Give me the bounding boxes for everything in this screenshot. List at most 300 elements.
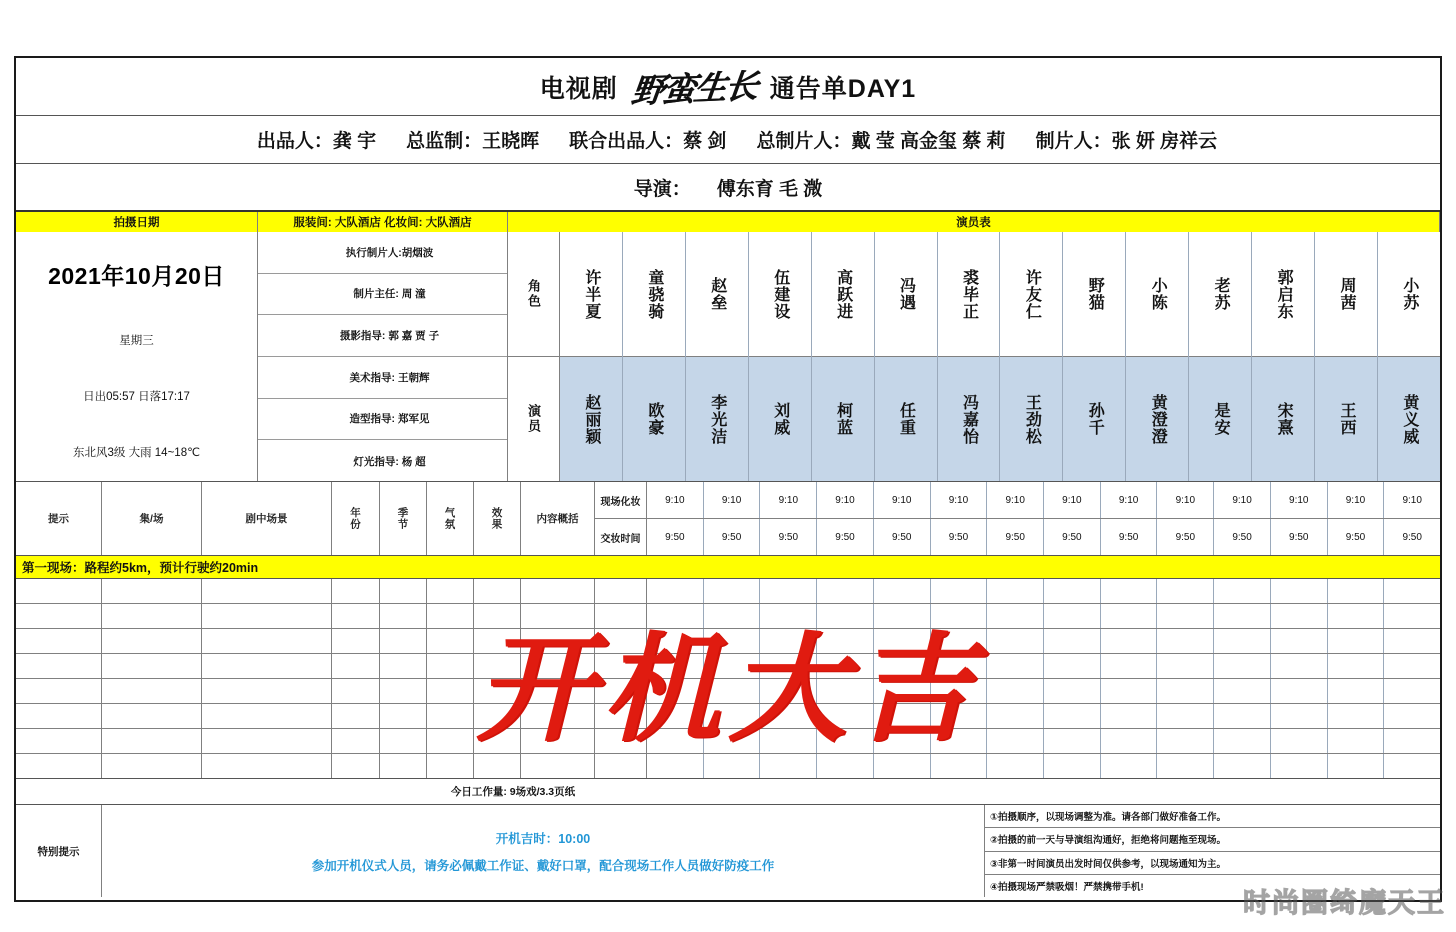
actor-name: 任重: [875, 357, 937, 481]
schedule-cast-cell[interactable]: [931, 629, 988, 653]
schedule-cast-cell[interactable]: [931, 704, 988, 728]
schedule-cell[interactable]: [595, 679, 647, 703]
schedule-cell[interactable]: [427, 654, 474, 678]
schedule-cast-cell[interactable]: [987, 729, 1044, 753]
schedule-cast-cell[interactable]: [817, 679, 874, 703]
schedule-row[interactable]: [16, 629, 1440, 654]
schedule-cast-cell[interactable]: [1214, 629, 1271, 653]
cast-column: [1315, 232, 1378, 481]
schedule-cast-cell[interactable]: [1044, 604, 1101, 628]
schedule-cell[interactable]: [474, 629, 521, 653]
schedule-cast-cell[interactable]: [874, 579, 931, 603]
schedule-cast-cell[interactable]: [1384, 729, 1440, 753]
schedule-cast-cell[interactable]: [874, 629, 931, 653]
schedule-cast-cell[interactable]: [817, 654, 874, 678]
schedule-cell[interactable]: [16, 579, 102, 603]
schedule-cast-cell[interactable]: [1044, 654, 1101, 678]
schedule-cast-cell[interactable]: [987, 754, 1044, 778]
schedule-cell[interactable]: [102, 629, 202, 653]
schedule-cast-cell[interactable]: [1101, 604, 1158, 628]
schedule-cast-cell[interactable]: [1101, 679, 1158, 703]
schedule-cell[interactable]: [16, 679, 102, 703]
schedule-cast-cell[interactable]: [1044, 629, 1101, 653]
cast-column: [1000, 232, 1063, 481]
schedule-cast-cell[interactable]: [704, 654, 761, 678]
schedule-cell[interactable]: [332, 704, 380, 728]
schedule-cell[interactable]: [202, 754, 332, 778]
credit-exec-producers: 总制片人：戴 莹 高金玺 蔡 莉: [756, 131, 1006, 152]
credit-line-producers: 制片人：张 妍 房祥云: [1035, 131, 1218, 152]
role-name: 高跃进: [812, 232, 874, 357]
col-header-set: 剧中场景: [202, 482, 332, 555]
schedule-cell[interactable]: [332, 754, 380, 778]
schedule-cell[interactable]: [202, 579, 332, 603]
schedule-cast-cell[interactable]: [874, 679, 931, 703]
role-name: 郭启东: [1252, 232, 1314, 357]
makeup-time-cell: 9:10: [1328, 482, 1385, 518]
schedule-cast-cell[interactable]: [1214, 654, 1271, 678]
schedule-cast-cell[interactable]: [704, 629, 761, 653]
schedule-cell[interactable]: [427, 629, 474, 653]
schedule-cast-cell[interactable]: [760, 654, 817, 678]
schedule-cast-cell[interactable]: [1271, 604, 1328, 628]
makeup-time-cell: 9:10: [1044, 482, 1101, 518]
makeup-time-cell: 9:10: [760, 482, 817, 518]
credits-line-2: [16, 164, 1440, 212]
schedule-cell[interactable]: [595, 579, 647, 603]
schedule-cell[interactable]: [521, 704, 595, 728]
schedule-cast-cell[interactable]: [760, 679, 817, 703]
schedule-cell[interactable]: [595, 629, 647, 653]
schedule-cell[interactable]: [521, 754, 595, 778]
schedule-cast-cell[interactable]: [760, 704, 817, 728]
schedule-cell[interactable]: [427, 679, 474, 703]
schedule-cast-cell[interactable]: [704, 754, 761, 778]
crew-cinematography: 摄影指导: 郭 嘉 贾 子: [258, 315, 507, 357]
call-sheet: [14, 56, 1442, 902]
cast-table: [508, 232, 1440, 481]
ready-time-cell: 9:50: [817, 519, 874, 555]
director-names: 傅东育 毛 溦: [716, 178, 823, 200]
cast-table-header: 演员表: [508, 212, 1440, 232]
schedule-cast-cells: [595, 729, 1440, 753]
ready-time-cell: 9:50: [1402, 531, 1422, 543]
cast-row-labels: [508, 232, 560, 481]
schedule-cast-cell[interactable]: [931, 604, 988, 628]
schedule-cast-cell[interactable]: [1328, 679, 1385, 703]
schedule-cast-cell[interactable]: [931, 679, 988, 703]
schedule-cast-cell[interactable]: [931, 579, 988, 603]
schedule-cast-cell[interactable]: [1044, 729, 1101, 753]
schedule-cell[interactable]: [474, 604, 521, 628]
makeup-time-cell: 9:10: [987, 482, 1044, 518]
schedule-cell[interactable]: [380, 629, 427, 653]
role-name: 童骁骑: [623, 232, 685, 357]
schedule-cast-cell[interactable]: [874, 604, 931, 628]
schedule-cell[interactable]: [595, 704, 647, 728]
schedule-cast-cell[interactable]: [647, 579, 704, 603]
schedule-cast-cell[interactable]: [1384, 704, 1440, 728]
schedule-cast-cell[interactable]: [1101, 654, 1158, 678]
schedule-cast-cell[interactable]: [817, 754, 874, 778]
makeup-time-cell: 9:10: [1101, 482, 1158, 518]
schedule-row[interactable]: [16, 754, 1440, 778]
schedule-cell[interactable]: [474, 654, 521, 678]
schedule-cast-cell[interactable]: [987, 654, 1044, 678]
schedule-cell[interactable]: [380, 679, 427, 703]
schedule-cast-cells: [595, 704, 1440, 728]
schedule-cast-cell[interactable]: [1214, 679, 1271, 703]
makeup-time-row: [595, 482, 1440, 519]
schedule-cell[interactable]: [332, 654, 380, 678]
schedule-cast-cell[interactable]: [1328, 729, 1385, 753]
schedule-cast-cell[interactable]: [1214, 754, 1271, 778]
schedule-cell[interactable]: [427, 729, 474, 753]
schedule-cell[interactable]: [380, 729, 427, 753]
schedule-cast-cell[interactable]: [1101, 579, 1158, 603]
schedule-cell[interactable]: [202, 729, 332, 753]
schedule-cast-cell[interactable]: [1044, 754, 1101, 778]
actor-name: 刘威: [749, 357, 811, 481]
schedule-cast-cell[interactable]: [874, 654, 931, 678]
schedule-cell[interactable]: [202, 654, 332, 678]
schedule-cell[interactable]: [202, 604, 332, 628]
role-name: 冯遇: [875, 232, 937, 357]
schedule-cast-cell[interactable]: [647, 729, 704, 753]
schedule-cast-cell[interactable]: [647, 679, 704, 703]
director-label: 导演：: [633, 178, 691, 200]
actor-name: 黄澄澄: [1126, 357, 1188, 481]
schedule-cast-cell[interactable]: [874, 704, 931, 728]
schedule-cast-cell[interactable]: [760, 604, 817, 628]
special-notice-label: 特别提示: [16, 805, 102, 897]
schedule-cast-cell[interactable]: [704, 679, 761, 703]
auspicious-start-stamp: 开机大吉: [475, 618, 980, 758]
schedule-row[interactable]: [16, 729, 1440, 754]
schedule-cast-cell[interactable]: [1214, 604, 1271, 628]
ready-time-cell: 9:50: [874, 519, 931, 555]
ready-label: 交妆时间: [595, 519, 647, 555]
crew-gaffer: 灯光指导: 杨 超: [353, 455, 426, 468]
schedule-cast-cell[interactable]: [760, 754, 817, 778]
cast-column: [1126, 232, 1189, 481]
schedule-cast-cell[interactable]: [647, 629, 704, 653]
actor-row-label: 演员: [508, 357, 560, 481]
schedule-cell[interactable]: [474, 704, 521, 728]
schedule-cell[interactable]: [332, 729, 380, 753]
schedule-cast-cell[interactable]: [1157, 754, 1214, 778]
schedule-cell[interactable]: [380, 579, 427, 603]
schedule-cast-cell[interactable]: [1044, 579, 1101, 603]
schedule-cast-cell[interactable]: [1214, 729, 1271, 753]
schedule-cell[interactable]: [521, 579, 595, 603]
schedule-cast-cell[interactable]: [1271, 579, 1328, 603]
col-header-ep-scene: 集/场: [102, 482, 202, 555]
role-name: 周茜: [1315, 232, 1377, 357]
schedule-cast-cell[interactable]: [1101, 704, 1158, 728]
schedule-cast-cell[interactable]: [817, 729, 874, 753]
makeup-time-cell: 9:10: [817, 482, 874, 518]
makeup-time-cell: 9:10: [1402, 494, 1422, 506]
actor-name: 王劲松: [1000, 357, 1062, 481]
schedule-grid-rows: [16, 579, 1440, 778]
footer-notes: [16, 805, 1440, 897]
col-header-synopsis: 内容概括: [521, 482, 595, 555]
schedule-cast-cell[interactable]: [1157, 654, 1214, 678]
shoot-date-header: 拍摄日期: [16, 212, 258, 232]
schedule-cast-cell[interactable]: [987, 579, 1044, 603]
schedule-cast-cell[interactable]: [931, 729, 988, 753]
sunrise-sunset: 日出05:57 日落17:17: [83, 391, 190, 403]
title-prefix: 电视剧: [539, 74, 618, 103]
cast-column: [1189, 232, 1252, 481]
schedule-cast-cell[interactable]: [1157, 629, 1214, 653]
schedule-cast-cell[interactable]: [1328, 654, 1385, 678]
schedule-cast-cell[interactable]: [704, 704, 761, 728]
schedule-cell[interactable]: [474, 679, 521, 703]
ready-time-cell: 9:50: [1044, 519, 1101, 555]
schedule-cell[interactable]: [16, 704, 102, 728]
section-header-bar: [16, 212, 1440, 232]
schedule-cast-cell[interactable]: [1328, 704, 1385, 728]
schedule-cast-cell[interactable]: [760, 629, 817, 653]
schedule-cell[interactable]: [16, 729, 102, 753]
special-notice-content: [102, 805, 985, 897]
cast-column: [1063, 232, 1126, 481]
actor-name: 黄义威: [1378, 357, 1440, 481]
schedule-cast-cell[interactable]: [1328, 754, 1385, 778]
rule-item-1: ①拍摄顺序，以现场调整为准。请各部门做好准备工作。: [985, 805, 1440, 828]
actor-name: 李光洁: [686, 357, 748, 481]
schedule-cast-cell[interactable]: [1044, 704, 1101, 728]
makeup-time-cell: 9:10: [1214, 482, 1271, 518]
schedule-cast-cell[interactable]: [647, 754, 704, 778]
schedule-header-row: [16, 482, 1440, 556]
schedule-cell[interactable]: [521, 654, 595, 678]
ready-time-cell: 9:50: [760, 519, 817, 555]
schedule-cast-cell[interactable]: [1384, 604, 1440, 628]
crew-exec-producer: 执行制片人:胡烟波: [258, 232, 507, 274]
rule-item-2: ②拍摄的前一天与导演组沟通好，拒绝将问题拖至现场。: [985, 828, 1440, 851]
show-name-calligraphy: 野蛮生长: [628, 66, 759, 111]
schedule-cell[interactable]: [102, 679, 202, 703]
schedule-cast-cell[interactable]: [704, 604, 761, 628]
schedule-cast-cell[interactable]: [1384, 654, 1440, 678]
schedule-cell[interactable]: [16, 654, 102, 678]
schedule-cast-cell[interactable]: [1157, 679, 1214, 703]
schedule-cast-cell[interactable]: [817, 629, 874, 653]
schedule-cell[interactable]: [332, 629, 380, 653]
col-header-season: 季节: [380, 482, 427, 555]
actor-name: 宋熹: [1252, 357, 1314, 481]
credits-line-1: [16, 116, 1440, 164]
makeup-time-cell: 9:10: [647, 482, 704, 518]
cast-columns: [560, 232, 1440, 481]
schedule-cast-cell[interactable]: [1101, 729, 1158, 753]
schedule-row[interactable]: [16, 679, 1440, 704]
schedule-cast-cell[interactable]: [1384, 629, 1440, 653]
makeup-times-block: [595, 482, 1440, 555]
ready-time-cell: 9:50: [1157, 519, 1214, 555]
schedule-cast-cell[interactable]: [760, 579, 817, 603]
schedule-cast-cell[interactable]: [1271, 629, 1328, 653]
schedule-cell[interactable]: [427, 579, 474, 603]
shoot-date: 2021年10月20日: [48, 263, 225, 289]
schedule-cell[interactable]: [102, 604, 202, 628]
schedule-cell[interactable]: [102, 754, 202, 778]
schedule-cast-cell[interactable]: [1157, 704, 1214, 728]
schedule-cast-cell[interactable]: [1271, 704, 1328, 728]
cast-column: [875, 232, 938, 481]
daily-workload: 今日工作量: 9场戏/3.3页纸: [16, 779, 1440, 805]
ready-time-cell: 9:50: [1328, 519, 1385, 555]
schedule-cell[interactable]: [102, 579, 202, 603]
schedule-cell[interactable]: [521, 729, 595, 753]
schedule-cast-cell[interactable]: [874, 729, 931, 753]
schedule-cast-cell[interactable]: [760, 729, 817, 753]
schedule-cast-cell[interactable]: [647, 604, 704, 628]
schedule-cast-cell[interactable]: [1384, 679, 1440, 703]
actor-name: 孙千: [1063, 357, 1125, 481]
schedule-cast-cell[interactable]: [1101, 629, 1158, 653]
schedule-cast-cell[interactable]: [1271, 729, 1328, 753]
crew-prod-manager: 制片主任: 周 潼: [258, 274, 507, 316]
schedule-cast-cell[interactable]: [1157, 604, 1214, 628]
role-name: 小陈: [1126, 232, 1188, 357]
schedule-cast-cell[interactable]: [987, 604, 1044, 628]
crew-art-director: 美术指导: 王朝辉: [258, 357, 507, 399]
role-name: 小苏: [1378, 232, 1440, 357]
cast-column: [560, 232, 623, 481]
schedule-cell[interactable]: [380, 704, 427, 728]
schedule-cell[interactable]: [332, 579, 380, 603]
schedule-cast-cell[interactable]: [874, 754, 931, 778]
schedule-cell[interactable]: [427, 754, 474, 778]
schedule-cell[interactable]: [102, 654, 202, 678]
actor-name: 赵丽颖: [560, 357, 622, 481]
schedule-cast-cell[interactable]: [647, 654, 704, 678]
schedule-cast-cell[interactable]: [1384, 579, 1440, 603]
schedule-cast-cell[interactable]: [1384, 754, 1440, 778]
makeup-time-cell: 9:10: [704, 482, 761, 518]
schedule-cell[interactable]: [332, 604, 380, 628]
schedule-cast-cell[interactable]: [817, 704, 874, 728]
role-row-label: 角色: [508, 232, 560, 357]
schedule-cell[interactable]: [102, 704, 202, 728]
makeup-label: 现场化妆: [595, 482, 647, 518]
ready-time-cell: 9:50: [704, 519, 761, 555]
role-name: 野猫: [1063, 232, 1125, 357]
role-name: 许半夏: [560, 232, 622, 357]
schedule-cast-cell[interactable]: [817, 604, 874, 628]
schedule-cast-cell[interactable]: [1157, 579, 1214, 603]
schedule-cell[interactable]: [380, 604, 427, 628]
actor-name: 是安: [1189, 357, 1251, 481]
role-name: 伍建设: [749, 232, 811, 357]
schedule-cast-cell[interactable]: [1214, 579, 1271, 603]
weekday: 星期三: [119, 335, 154, 347]
schedule-cell[interactable]: [595, 754, 647, 778]
credit-co-producer: 联合出品人：蔡 剑: [569, 131, 727, 152]
schedule-cast-cell[interactable]: [704, 579, 761, 603]
schedule-cast-cells: [595, 579, 1440, 603]
schedule-cast-cell[interactable]: [704, 729, 761, 753]
schedule-cell[interactable]: [474, 729, 521, 753]
rooms-header: 服装间: 大队酒店 化妆间: 大队酒店: [258, 212, 508, 232]
schedule-cast-cell[interactable]: [1271, 754, 1328, 778]
schedule-cast-cell[interactable]: [1328, 579, 1385, 603]
schedule-cell[interactable]: [202, 629, 332, 653]
schedule-row[interactable]: [16, 604, 1440, 629]
schedule-cast-cell[interactable]: [1157, 729, 1214, 753]
schedule-cell[interactable]: [427, 604, 474, 628]
schedule-cell[interactable]: [16, 629, 102, 653]
schedule-cast-cell[interactable]: [647, 704, 704, 728]
schedule-row[interactable]: [16, 654, 1440, 679]
schedule-cast-cell[interactable]: [987, 679, 1044, 703]
schedule-cast-cell[interactable]: [931, 654, 988, 678]
schedule-cell[interactable]: [16, 604, 102, 628]
sheet-title: [16, 58, 1440, 116]
schedule-cell[interactable]: [521, 629, 595, 653]
schedule-cast-cell[interactable]: [1214, 704, 1271, 728]
cast-column: [749, 232, 812, 481]
actor-name: 欧豪: [623, 357, 685, 481]
schedule-cell[interactable]: [521, 679, 595, 703]
schedule-cell[interactable]: [202, 679, 332, 703]
schedule-row[interactable]: [16, 704, 1440, 729]
credit-chief-producer: 总监制：王晓晖: [406, 131, 540, 152]
schedule-cast-cell[interactable]: [1328, 604, 1385, 628]
schedule-cast-cell[interactable]: [1271, 679, 1328, 703]
schedule-cast-cell[interactable]: [931, 754, 988, 778]
schedule-cell[interactable]: [474, 579, 521, 603]
schedule-cell[interactable]: [202, 704, 332, 728]
schedule-cast-cell[interactable]: [1044, 679, 1101, 703]
makeup-time-cell: 9:10: [1157, 482, 1214, 518]
schedule-cast-cell[interactable]: [1271, 654, 1328, 678]
makeup-time-cell: 9:10: [1271, 482, 1328, 518]
schedule-cell[interactable]: [380, 654, 427, 678]
general-rules-list: [985, 805, 1440, 897]
rule-item-4: ④拍摄现场严禁吸烟！严禁携带手机!: [990, 881, 1144, 893]
schedule-cast-cell[interactable]: [1328, 629, 1385, 653]
schedule-cell[interactable]: [102, 729, 202, 753]
credit-producer: 出品人：龚 宇: [256, 131, 377, 152]
schedule-cell[interactable]: [332, 679, 380, 703]
location-banner: 第一现场：路程约5km，预计行驶约20min: [16, 556, 1440, 579]
schedule-cell[interactable]: [595, 654, 647, 678]
makeup-time-cell: 9:10: [874, 482, 931, 518]
schedule-cell[interactable]: [521, 604, 595, 628]
schedule-cell[interactable]: [595, 604, 647, 628]
col-header-year: 年份: [332, 482, 380, 555]
schedule-cast-cell[interactable]: [817, 579, 874, 603]
schedule-cast-cell[interactable]: [1101, 754, 1158, 778]
schedule-cell[interactable]: [474, 754, 521, 778]
schedule-cell[interactable]: [595, 729, 647, 753]
role-name: 裘毕正: [938, 232, 1000, 357]
schedule-cell[interactable]: [16, 754, 102, 778]
makeup-time-cell: 9:10: [931, 482, 988, 518]
role-name: 赵垒: [686, 232, 748, 357]
schedule-row[interactable]: [16, 579, 1440, 604]
schedule-cast-cell[interactable]: [987, 629, 1044, 653]
col-header-note: 提示: [16, 482, 102, 555]
schedule-cast-cell[interactable]: [987, 704, 1044, 728]
schedule-cell[interactable]: [427, 704, 474, 728]
schedule-cell[interactable]: [380, 754, 427, 778]
